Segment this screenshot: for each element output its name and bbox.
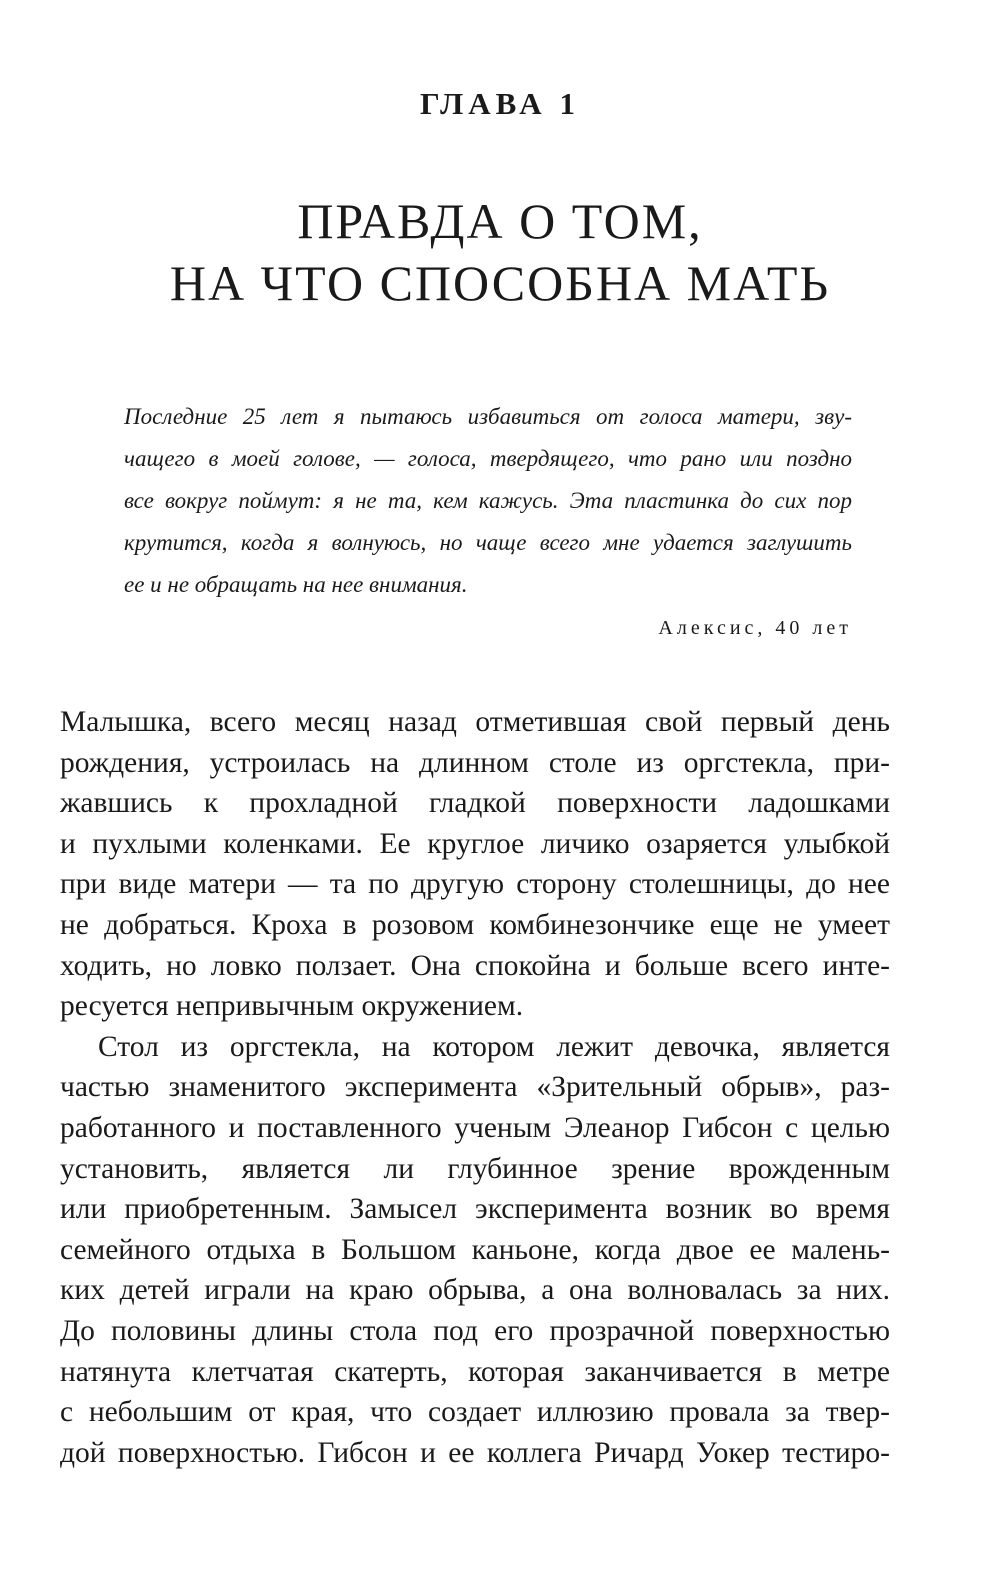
text-line: жавшись к прохладной гладкой поверхности ладошками — [60, 787, 890, 820]
text-line: установить, является ли глубинное зрение врожденным — [60, 1152, 890, 1185]
epigraph — [124, 396, 852, 648]
chapter-label: ГЛАВА 1 — [420, 86, 580, 121]
text-line: или приобретенным. Замысел эксперимента возник во время — [60, 1193, 890, 1226]
text-line: ходить, но ловко ползает. Она спокойна и больше всего инте- — [60, 949, 890, 982]
text-line: с небольшим от края, что создает иллюзию провала за твер- — [60, 1396, 890, 1429]
epigraph-line: чащего в моей голове, — голоса, твердящего, что рано или поздно — [124, 446, 852, 471]
chapter-title-line: ПРАВДА О ТОМ, — [297, 193, 703, 249]
epigraph-text — [124, 396, 852, 606]
text-line: дой поверхностью. Гибсон и ее коллега Ричард Уокер тестиро- — [60, 1436, 890, 1469]
text-line: не добраться. Кроха в розовом комбинезончике еще не умеет — [60, 908, 890, 941]
text-line: ких детей играли на краю обрыва, а она волновалась за них. — [60, 1274, 890, 1307]
text-line: работанного и поставленного ученым Элеанор Гибсон с целью — [60, 1111, 890, 1144]
epigraph-line: ее и не обращать на нее внимания. — [124, 572, 468, 597]
epigraph-line: Последние 25 лет я пытаюсь избавиться от голоса матери, зву- — [124, 404, 852, 429]
epigraph-line: крутится, когда я волнуюсь, но чаще всего мне удается заглушить — [124, 530, 852, 555]
text-line: при виде матери — та по другую сторону столешницы, до нее — [60, 868, 890, 901]
chapter-title — [0, 190, 1000, 314]
paragraph — [60, 1027, 890, 1474]
text-line: ресуется непривычным окружением. — [60, 990, 524, 1023]
text-line: рождения, устроилась на длинном столе из оргстекла, при- — [60, 746, 890, 779]
body-text — [60, 702, 890, 1473]
epigraph-author: Алексис, 40 лет — [658, 617, 852, 639]
chapter-title-line: НА ЧТО СПОСОБНА МАТЬ — [169, 255, 831, 311]
text-line: частью знаменитого эксперимента «Зрительный обрыв», раз- — [60, 1071, 890, 1104]
text-line: Стол из оргстекла, на котором лежит девочка, является — [98, 1030, 890, 1063]
text-line: Малышка, всего месяц назад отметившая свой первый день — [60, 706, 890, 738]
text-line: и пухлыми коленками. Ее круглое личико озаряется улыбкой — [60, 827, 890, 860]
text-line: натянута клетчатая скатерть, которая заканчивается в метре — [60, 1355, 890, 1388]
text-line: До половины длины стола под его прозрачной поверхностью — [60, 1314, 890, 1347]
paragraph — [60, 702, 890, 1027]
text-line: семейного отдыха в Большом каньоне, когда двое ее малень- — [60, 1233, 890, 1266]
epigraph-line: все вокруг поймут: я не та, кем кажусь. Эта пластинка до сих пор — [124, 488, 852, 513]
